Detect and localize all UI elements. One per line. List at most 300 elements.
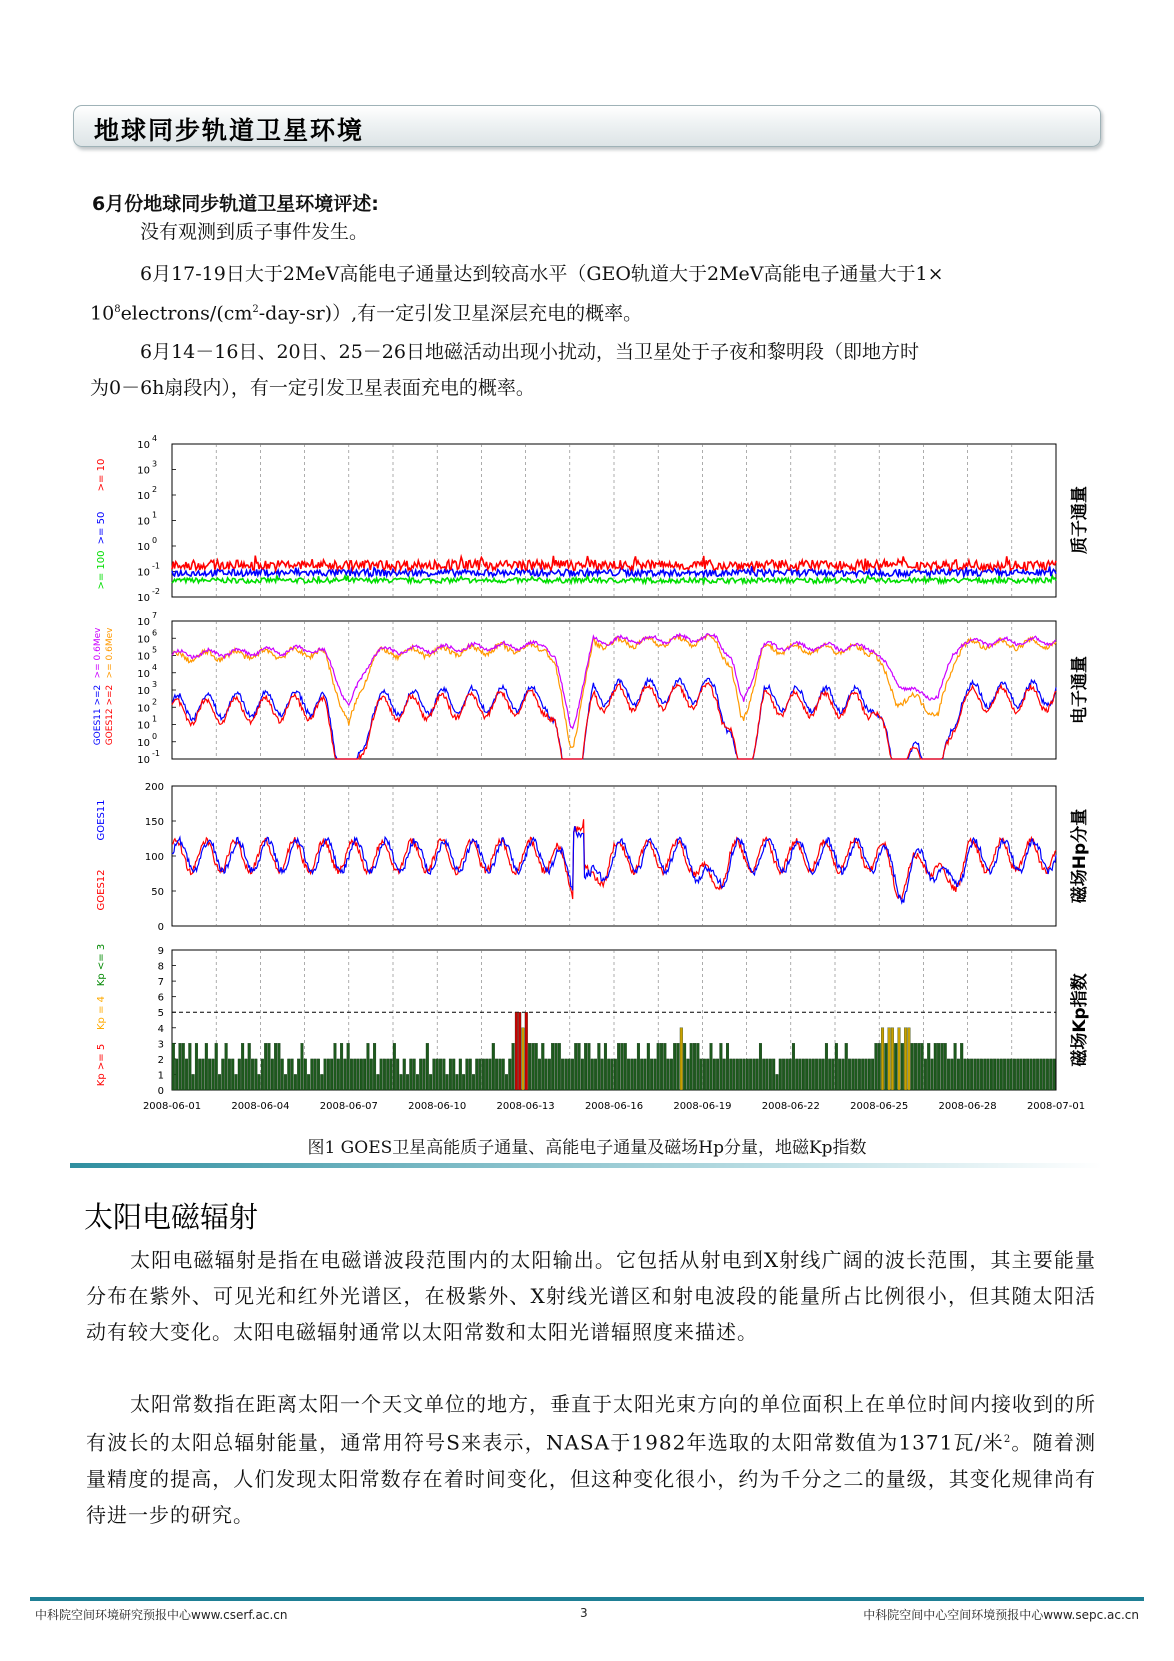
kp-bar	[423, 1059, 426, 1090]
kp-bar	[621, 1043, 624, 1090]
y-tick-label: 10	[137, 567, 150, 579]
y-tick-exponent: 1	[152, 510, 158, 520]
review-subtitle: 6月份地球同步轨道卫星环境评述:	[92, 193, 379, 215]
kp-bar	[624, 1043, 627, 1090]
kp-bar	[370, 1059, 373, 1090]
electron-exp2: 2	[252, 304, 259, 315]
kp-bar	[429, 1074, 432, 1090]
footer-left: 中科院空间环境研究预报中心www.cserf.ac.cn	[35, 1608, 288, 1622]
y-tick-label: 3	[157, 1039, 164, 1051]
x-tick-label: 2008-06-25	[850, 1101, 909, 1112]
kp-bar	[736, 1059, 739, 1090]
proton-panel-frame	[172, 444, 1056, 597]
electron-text-line1: 6月17-19日大于2MeV高能电子通量达到较高水平（GEO轨道大于2MeV高能电子通量大于1×	[140, 263, 944, 285]
kp-bar	[670, 1059, 673, 1090]
legend-proton-50: >= 50	[96, 511, 107, 545]
kp-bar	[228, 1059, 231, 1090]
kp-bar	[541, 1043, 544, 1090]
kp-bar	[746, 1059, 749, 1090]
kp-bar	[532, 1043, 535, 1090]
geomag-text-line1: 6月14－16日、20日、25－26日地磁活动出现小扰动，当卫星处于子夜和黎明段（即地方时	[140, 341, 919, 363]
kp-bar	[452, 1059, 455, 1090]
kp-bar	[723, 1059, 726, 1090]
x-tick-label: 2008-06-28	[938, 1101, 997, 1112]
kp-bar	[185, 1059, 188, 1090]
y-tick-label: 10	[137, 651, 150, 663]
kp-bar	[964, 1059, 967, 1090]
kp-bar	[822, 1059, 825, 1090]
kp-bar	[419, 1059, 422, 1090]
kp-bar	[301, 1043, 304, 1090]
kp-bar	[436, 1059, 439, 1090]
kp-bar	[733, 1059, 736, 1090]
y-tick-label: 2	[157, 1054, 164, 1066]
section-header-title: 地球同步轨道卫星环境	[94, 116, 365, 145]
kp-bar	[716, 1059, 719, 1090]
kp-bar	[657, 1043, 660, 1090]
kp-bar	[690, 1043, 693, 1090]
kp-bar	[637, 1043, 640, 1090]
y-tick-exponent: 6	[152, 628, 158, 638]
kp-bar	[865, 1059, 868, 1090]
kp-bar	[904, 1028, 907, 1090]
kp-bar	[726, 1043, 729, 1090]
kp-bar	[334, 1043, 337, 1090]
kp-bar	[977, 1059, 980, 1090]
kp-bar	[720, 1043, 723, 1090]
kp-bar	[248, 1043, 251, 1090]
kp-bar	[188, 1043, 191, 1090]
y-tick-label: 10	[137, 465, 150, 477]
kp-bar	[950, 1059, 953, 1090]
kp-bar	[881, 1028, 884, 1090]
kp-bar	[489, 1059, 492, 1090]
kp-bar	[320, 1074, 323, 1090]
kp-bar	[809, 1059, 812, 1090]
kp-bar	[924, 1059, 927, 1090]
kp-bar	[911, 1043, 914, 1090]
paragraph-solar-radiation	[86, 1242, 1096, 1350]
kp-bar	[970, 1059, 973, 1090]
kp-bar	[706, 1059, 709, 1090]
y-tick-label: 150	[144, 817, 164, 828]
kp-bar	[571, 1059, 574, 1090]
kp-bar	[700, 1059, 703, 1090]
kp-bar	[314, 1059, 317, 1090]
kp-bar	[914, 1043, 917, 1090]
kp-bar	[640, 1059, 643, 1090]
kp-bar	[845, 1043, 848, 1090]
kp-bar	[677, 1043, 680, 1090]
y-tick-exponent: 0	[152, 731, 158, 741]
kp-bar	[1013, 1059, 1016, 1090]
kp-bar	[413, 1059, 416, 1090]
kp-bar	[261, 1059, 264, 1090]
kp-bar	[344, 1059, 347, 1090]
kp-bar	[1053, 1059, 1056, 1090]
kp-bar	[383, 1059, 386, 1090]
kp-bar	[673, 1043, 676, 1090]
kp-bar	[179, 1043, 182, 1090]
kp-bar	[251, 1059, 254, 1090]
kp-bar	[634, 1059, 637, 1090]
kp-bar	[548, 1059, 551, 1090]
y-tick-label: 10	[137, 593, 150, 604]
kp-bar	[769, 1059, 772, 1090]
y-tick-label: 10	[137, 516, 150, 528]
y-tick-exponent: -1	[152, 749, 160, 758]
kp-bar	[894, 1043, 897, 1090]
kp-bar	[937, 1043, 940, 1090]
y-tick-label: 10	[137, 440, 150, 451]
footer-page-number: 3	[580, 1606, 588, 1620]
kp-bar	[1040, 1059, 1043, 1090]
kp-bar	[538, 1059, 541, 1090]
kp-bar	[660, 1043, 663, 1090]
legend-kp-low: Kp <= 3	[96, 943, 107, 987]
kp-bar	[340, 1043, 343, 1090]
y-tick-exponent: 7	[152, 611, 158, 620]
kp-bar	[931, 1059, 934, 1090]
y-tick-exponent: 2	[152, 485, 158, 494]
kp-bar	[983, 1059, 986, 1090]
paragraph-electron	[90, 256, 1100, 331]
kp-bar	[499, 1059, 502, 1090]
section-header	[73, 105, 1101, 147]
legend-hp-goes12: GOES12	[96, 869, 107, 911]
kp-bar	[654, 1059, 657, 1090]
kp-bar	[294, 1074, 297, 1090]
kp-bar	[1026, 1059, 1029, 1090]
x-tick-label: 2008-06-13	[496, 1101, 555, 1112]
kp-bar	[713, 1059, 716, 1090]
kp-bar	[551, 1043, 554, 1090]
kp-bar	[195, 1043, 198, 1090]
y-tick-exponent: 4	[152, 434, 158, 443]
kp-bar	[327, 1059, 330, 1090]
kp-bar	[235, 1074, 238, 1090]
kp-bar	[759, 1043, 762, 1090]
kp-bar	[198, 1059, 201, 1090]
kp-bar	[231, 1059, 234, 1090]
legend-kp-5: Kp >= 5	[96, 1043, 107, 1087]
kp-bar	[753, 1059, 756, 1090]
kp-bar	[762, 1059, 765, 1090]
electron-panel-title: 电子通量	[1070, 656, 1090, 724]
kp-bar	[604, 1043, 607, 1090]
kp-bar	[941, 1043, 944, 1090]
kp-bar	[492, 1043, 495, 1090]
kp-bar	[390, 1059, 393, 1090]
kp-bar	[254, 1059, 257, 1090]
kp-bar	[743, 1059, 746, 1090]
kp-bar	[281, 1059, 284, 1090]
kp-bar	[832, 1059, 835, 1090]
kp-bar	[446, 1074, 449, 1090]
kp-bar	[782, 1059, 785, 1090]
y-tick-label: 10	[137, 703, 150, 715]
kp-bar	[393, 1043, 396, 1090]
kp-bar	[1000, 1059, 1003, 1090]
solar-radiation-text: 太阳电磁辐射是指在电磁谱波段范围内的太阳输出。它包括从射电到X射线广阔的波长范围，其主要能量分布在紫外、可见光和红外光谱区，在极紫外、X射线光谱区和射电波段的能量所占比例很小，但其随太阳活动有较大变化。太阳电磁辐射通常以太阳常数和太阳光谱辐照度来描述。	[86, 1248, 1096, 1344]
y-tick-exponent: -1	[152, 561, 160, 571]
kp-bar	[825, 1043, 828, 1090]
y-tick-exponent: 0	[152, 536, 158, 545]
kp-bar	[363, 1059, 366, 1090]
y-tick-label: 1	[157, 1070, 164, 1082]
x-tick-label: 2008-06-01	[142, 1101, 202, 1112]
kp-bar	[835, 1043, 838, 1090]
kp-panel-title: 磁场Kp指数	[1070, 973, 1090, 1067]
kp-bar	[815, 1059, 818, 1090]
kp-bar	[927, 1043, 930, 1090]
kp-bar	[693, 1043, 696, 1090]
kp-bar	[630, 1059, 633, 1090]
kp-bar	[386, 1059, 389, 1090]
y-tick-label: 10	[137, 720, 150, 732]
section-divider	[70, 1163, 1102, 1168]
kp-bar	[528, 1043, 531, 1090]
kp-bar	[868, 1059, 871, 1090]
kp-bar	[667, 1059, 670, 1090]
kp-bar	[241, 1043, 244, 1090]
kp-bar	[495, 1059, 498, 1090]
kp-bar	[871, 1059, 874, 1090]
kp-bar	[990, 1059, 993, 1090]
kp-bar	[202, 1059, 205, 1090]
kp-bar	[884, 1043, 887, 1090]
footer-right: 中科院空间中心空间环境预报中心www.sepc.ac.cn	[863, 1608, 1139, 1622]
kp-bar	[258, 1074, 261, 1090]
kp-bar	[479, 1059, 482, 1090]
kp-bar	[739, 1059, 742, 1090]
y-tick-label: 10	[137, 668, 150, 680]
kp-bar	[960, 1043, 963, 1090]
kp-bar	[680, 1028, 683, 1090]
kp-bar	[855, 1059, 858, 1090]
kp-bar	[710, 1043, 713, 1090]
kp-bar	[485, 1059, 488, 1090]
kp-bar	[522, 1028, 525, 1090]
goes-figure	[0, 425, 1174, 1125]
kp-bar	[208, 1059, 211, 1090]
kp-bar	[591, 1059, 594, 1090]
x-tick-label: 2008-06-19	[673, 1101, 732, 1112]
kp-bar	[406, 1074, 409, 1090]
figure-caption: 图1 GOES卫星高能质子通量、高能电子通量及磁场Hp分量，地磁Kp指数	[307, 1138, 867, 1158]
legend-kp-4: Kp = 4	[96, 995, 107, 1031]
kp-bar	[888, 1028, 891, 1090]
y-tick-label: 4	[157, 1023, 164, 1035]
kp-bar	[1043, 1059, 1046, 1090]
kp-bar	[433, 1059, 436, 1090]
y-tick-label: 5	[157, 1008, 164, 1020]
kp-bar	[175, 1059, 178, 1090]
kp-bar	[218, 1074, 221, 1090]
y-tick-exponent: 3	[152, 680, 158, 689]
kp-bar	[891, 1028, 894, 1090]
kp-bar	[584, 1043, 587, 1090]
y-tick-label: 200	[144, 782, 164, 793]
kp-bar	[908, 1028, 911, 1090]
kp-bar	[439, 1059, 442, 1090]
kp-bar	[1020, 1059, 1023, 1090]
kp-bar	[647, 1043, 650, 1090]
y-tick-label: 8	[157, 961, 164, 973]
kp-bar	[644, 1059, 647, 1090]
kp-bar	[581, 1059, 584, 1090]
legend-electron-06-b: >= 0.6Mev	[105, 627, 115, 679]
kp-bar	[842, 1059, 845, 1090]
kp-bar	[848, 1059, 851, 1090]
kp-bar	[598, 1043, 601, 1090]
kp-bar	[614, 1059, 617, 1090]
kp-bar	[380, 1059, 383, 1090]
kp-bar	[466, 1059, 469, 1090]
kp-bar	[182, 1043, 185, 1090]
kp-bar	[469, 1059, 472, 1090]
legend-electron-goes12: GOES12 >=2	[105, 684, 115, 746]
kp-bar	[278, 1043, 281, 1090]
y-tick-exponent: 5	[152, 645, 158, 655]
kp-bar	[828, 1059, 831, 1090]
kp-bar	[812, 1059, 815, 1090]
kp-bar	[264, 1043, 267, 1090]
kp-bar	[426, 1043, 429, 1090]
kp-bar	[974, 1059, 977, 1090]
kp-bar	[518, 1012, 521, 1090]
kp-bar	[987, 1059, 990, 1090]
kp-bar	[776, 1074, 779, 1090]
kp-bar	[851, 1059, 854, 1090]
kp-bar	[792, 1043, 795, 1090]
x-tick-label: 2008-06-10	[408, 1101, 467, 1112]
y-tick-exponent: 2	[152, 697, 158, 707]
kp-bar	[482, 1059, 485, 1090]
kp-bar	[192, 1074, 195, 1090]
kp-bar	[245, 1059, 248, 1090]
y-tick-label: 10	[137, 686, 150, 697]
kp-bar	[799, 1059, 802, 1090]
y-tick-label: 10	[137, 617, 150, 628]
legend-electron-06-a: >= 0.6Mev	[93, 627, 103, 679]
kp-bar	[350, 1059, 353, 1090]
kp-bar	[297, 1059, 300, 1090]
kp-bar	[1023, 1059, 1026, 1090]
kp-bar	[786, 1059, 789, 1090]
kp-bar	[317, 1059, 320, 1090]
kp-bar	[172, 1043, 175, 1090]
kp-bar	[683, 1043, 686, 1090]
kp-bar	[449, 1059, 452, 1090]
kp-bar	[558, 1043, 561, 1090]
kp-bar	[274, 1043, 277, 1090]
kp-bar	[400, 1074, 403, 1090]
kp-bar	[997, 1059, 1000, 1090]
kp-bar	[205, 1043, 208, 1090]
kp-bar	[898, 1028, 901, 1090]
kp-bar	[1049, 1059, 1052, 1090]
kp-bar	[373, 1043, 376, 1090]
kp-bar	[957, 1059, 960, 1090]
kp-bar	[861, 1059, 864, 1090]
kp-bar	[1033, 1059, 1036, 1090]
kp-bar	[360, 1059, 363, 1090]
kp-bar	[545, 1059, 548, 1090]
y-tick-label: 0	[157, 922, 164, 933]
kp-bar	[475, 1059, 478, 1090]
kp-bar	[287, 1059, 290, 1090]
kp-bar	[967, 1059, 970, 1090]
y-tick-exponent: -2	[152, 587, 160, 596]
kp-bar	[574, 1043, 577, 1090]
electron-text-line2: -day-sr)）,有一定引发卫星深层充电的概率。	[258, 302, 643, 325]
kp-bar	[555, 1043, 558, 1090]
kp-bar	[663, 1043, 666, 1090]
kp-bar	[561, 1059, 564, 1090]
kp-bar	[225, 1043, 228, 1090]
kp-bar	[980, 1059, 983, 1090]
legend-proton-100: >= 100	[96, 550, 107, 590]
y-tick-label: 10	[137, 491, 150, 502]
solar-constant-sup: 2	[1003, 1434, 1012, 1445]
kp-bar	[505, 1074, 508, 1090]
kp-bar	[535, 1043, 538, 1090]
kp-bar	[568, 1059, 571, 1090]
kp-bar	[1010, 1059, 1013, 1090]
kp-bar	[878, 1043, 881, 1090]
kp-bar	[901, 1043, 904, 1090]
kp-bar	[403, 1059, 406, 1090]
kp-bar	[594, 1059, 597, 1090]
paragraph-solar-constant	[86, 1386, 1096, 1533]
kp-bar	[954, 1043, 957, 1090]
kp-bar	[749, 1059, 752, 1090]
solar-constant-text2: 。随着测量精度的提高，人们发现太阳常数存在着时间变化，但这种变化很小，约为千分之二的量级，其变化规律尚有待进一步的研究。	[86, 1430, 1097, 1527]
kp-bar	[578, 1043, 581, 1090]
kp-bar	[459, 1059, 462, 1090]
kp-bar	[442, 1059, 445, 1090]
kp-bar	[353, 1059, 356, 1090]
kp-bar	[515, 1012, 518, 1090]
electron-text-10: 10	[90, 302, 115, 325]
kp-bar	[875, 1043, 878, 1090]
kp-bar	[377, 1074, 380, 1090]
electron-text-unit: electrons/(cm	[120, 302, 253, 325]
y-tick-label: 0	[157, 1086, 164, 1097]
kp-bar	[789, 1059, 792, 1090]
kp-bar	[805, 1059, 808, 1090]
kp-bar	[601, 1059, 604, 1090]
kp-bar	[330, 1059, 333, 1090]
kp-bar	[221, 1059, 224, 1090]
kp-bar	[311, 1059, 314, 1090]
kp-bar	[512, 1043, 515, 1090]
y-tick-label: 100	[144, 852, 164, 863]
kp-bar	[1046, 1059, 1049, 1090]
kp-bar	[729, 1059, 732, 1090]
kp-bar	[456, 1074, 459, 1090]
x-tick-label: 2008-07-01	[1026, 1101, 1086, 1112]
legend-hp-goes11: GOES11	[96, 799, 107, 841]
kp-bar	[607, 1059, 610, 1090]
kp-bar	[215, 1043, 218, 1090]
kp-bar	[627, 1059, 630, 1090]
x-tick-label: 2008-06-16	[584, 1101, 644, 1112]
kp-bar	[687, 1059, 690, 1090]
kp-bar	[696, 1043, 699, 1090]
paragraph-proton	[90, 214, 1100, 250]
